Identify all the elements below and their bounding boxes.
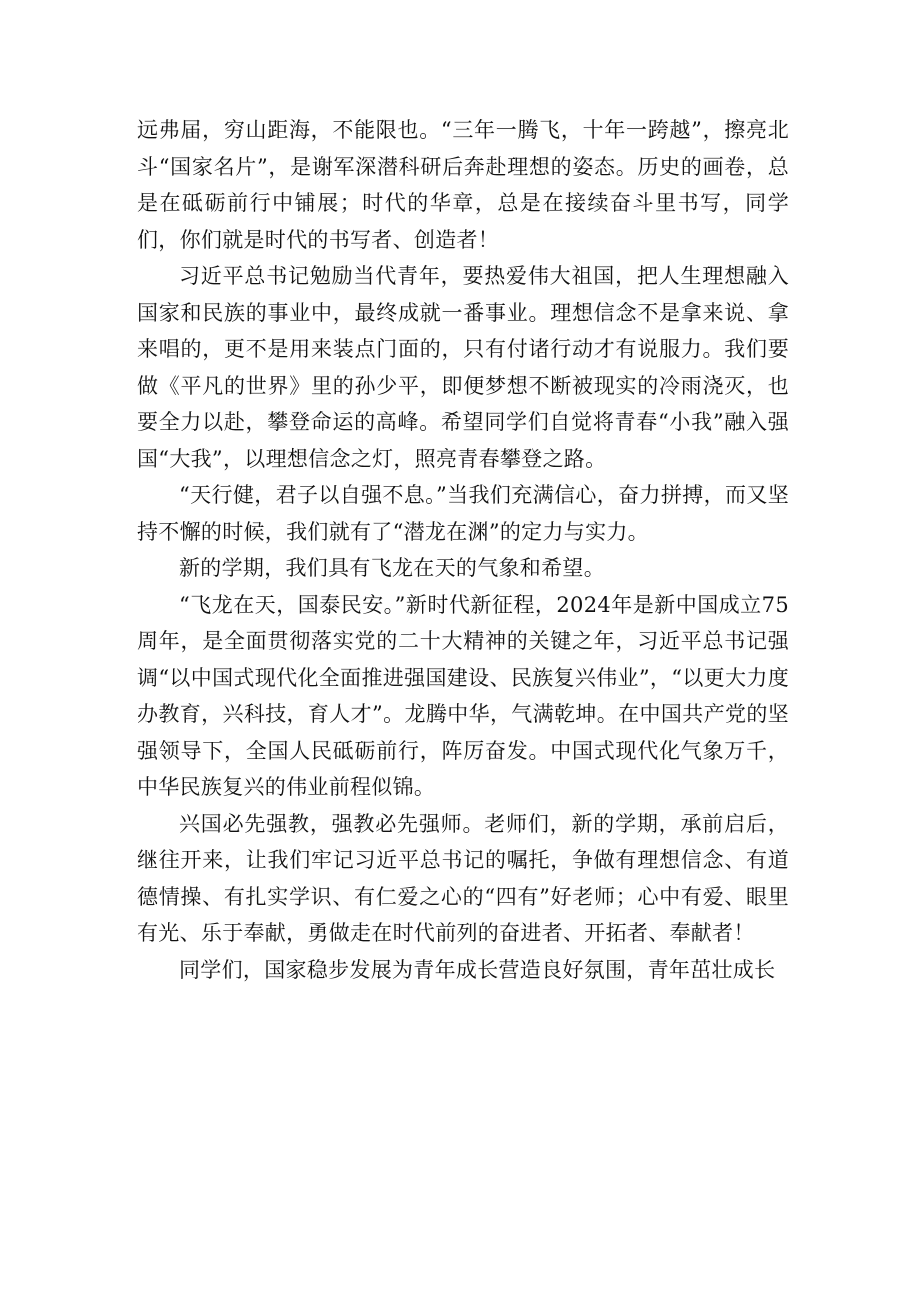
paragraph-6: 兴国必先强教，强教必先强师。老师们，新的学期，承前启后，继往开来，让我们牢记习近平总书记的嘱托，争做有理想信念、有道德情操、有扎实学识、有仁爱之心的“四有”好老师；心中有爱、眼里有光、乐于奉献，勇做走在时代前列的奋进者、开拓者、奉献者！: [137, 811, 789, 945]
paragraph-3: “天行健，君子以自强不息。”当我们充满信心，奋力拼搏，而又坚持不懈的时候，我们就有了“潜龙在渊”的定力与实力。: [137, 483, 789, 544]
paragraph-1: 远弗届，穷山距海，不能限也。“三年一腾飞，十年一跨越”，擦亮北斗“国家名片”，是谢军深潜科研后奔赴理想的姿态。历史的画卷，总是在砥砺前行中铺展；时代的华章，总是在接续奋斗里书写，同学们，你们就是时代的书写者、创造者！: [137, 118, 789, 252]
paragraph-5: “飞龙在天，国泰民安。”新时代新征程，2024年是新中国成立75周年，是全面贯彻落实党的二十大精神的关键之年，习近平总书记强调“以中国式现代化全面推进强国建设、民族复兴伟业”，“以更大力度办教育，兴科技，育人才”。龙腾中华，气满乾坤。在中国共产党的坚强领导下，全国人民砥砺前行，阵厉奋发。中国式现代化气象万千，中华民族复兴的伟业前程似锦。: [137, 592, 789, 799]
paragraph-4: 新的学期，我们具有飞龙在天的气象和希望。: [179, 556, 605, 580]
body-text: [137, 112, 789, 988]
paragraph-2: 习近平总书记勉励当代青年，要热爱伟大祖国，把人生理想融入国家和民族的事业中，最终成就一番事业。理想信念不是拿来说、拿来唱的，更不是用来装点门面的，只有付诸行动才有说服力。我们要做《平凡的世界》里的孙少平，即便梦想不断被现实的冷雨浇灭，也要全力以赴，攀登命运的高峰。希望同学们自觉将青春“小我”融入强国“大我”，以理想信念之灯，照亮青春攀登之路。: [137, 264, 789, 471]
paragraph-7: 同学们，国家稳步发展为青年成长营造良好氛围，青年茁壮成长: [179, 957, 776, 982]
